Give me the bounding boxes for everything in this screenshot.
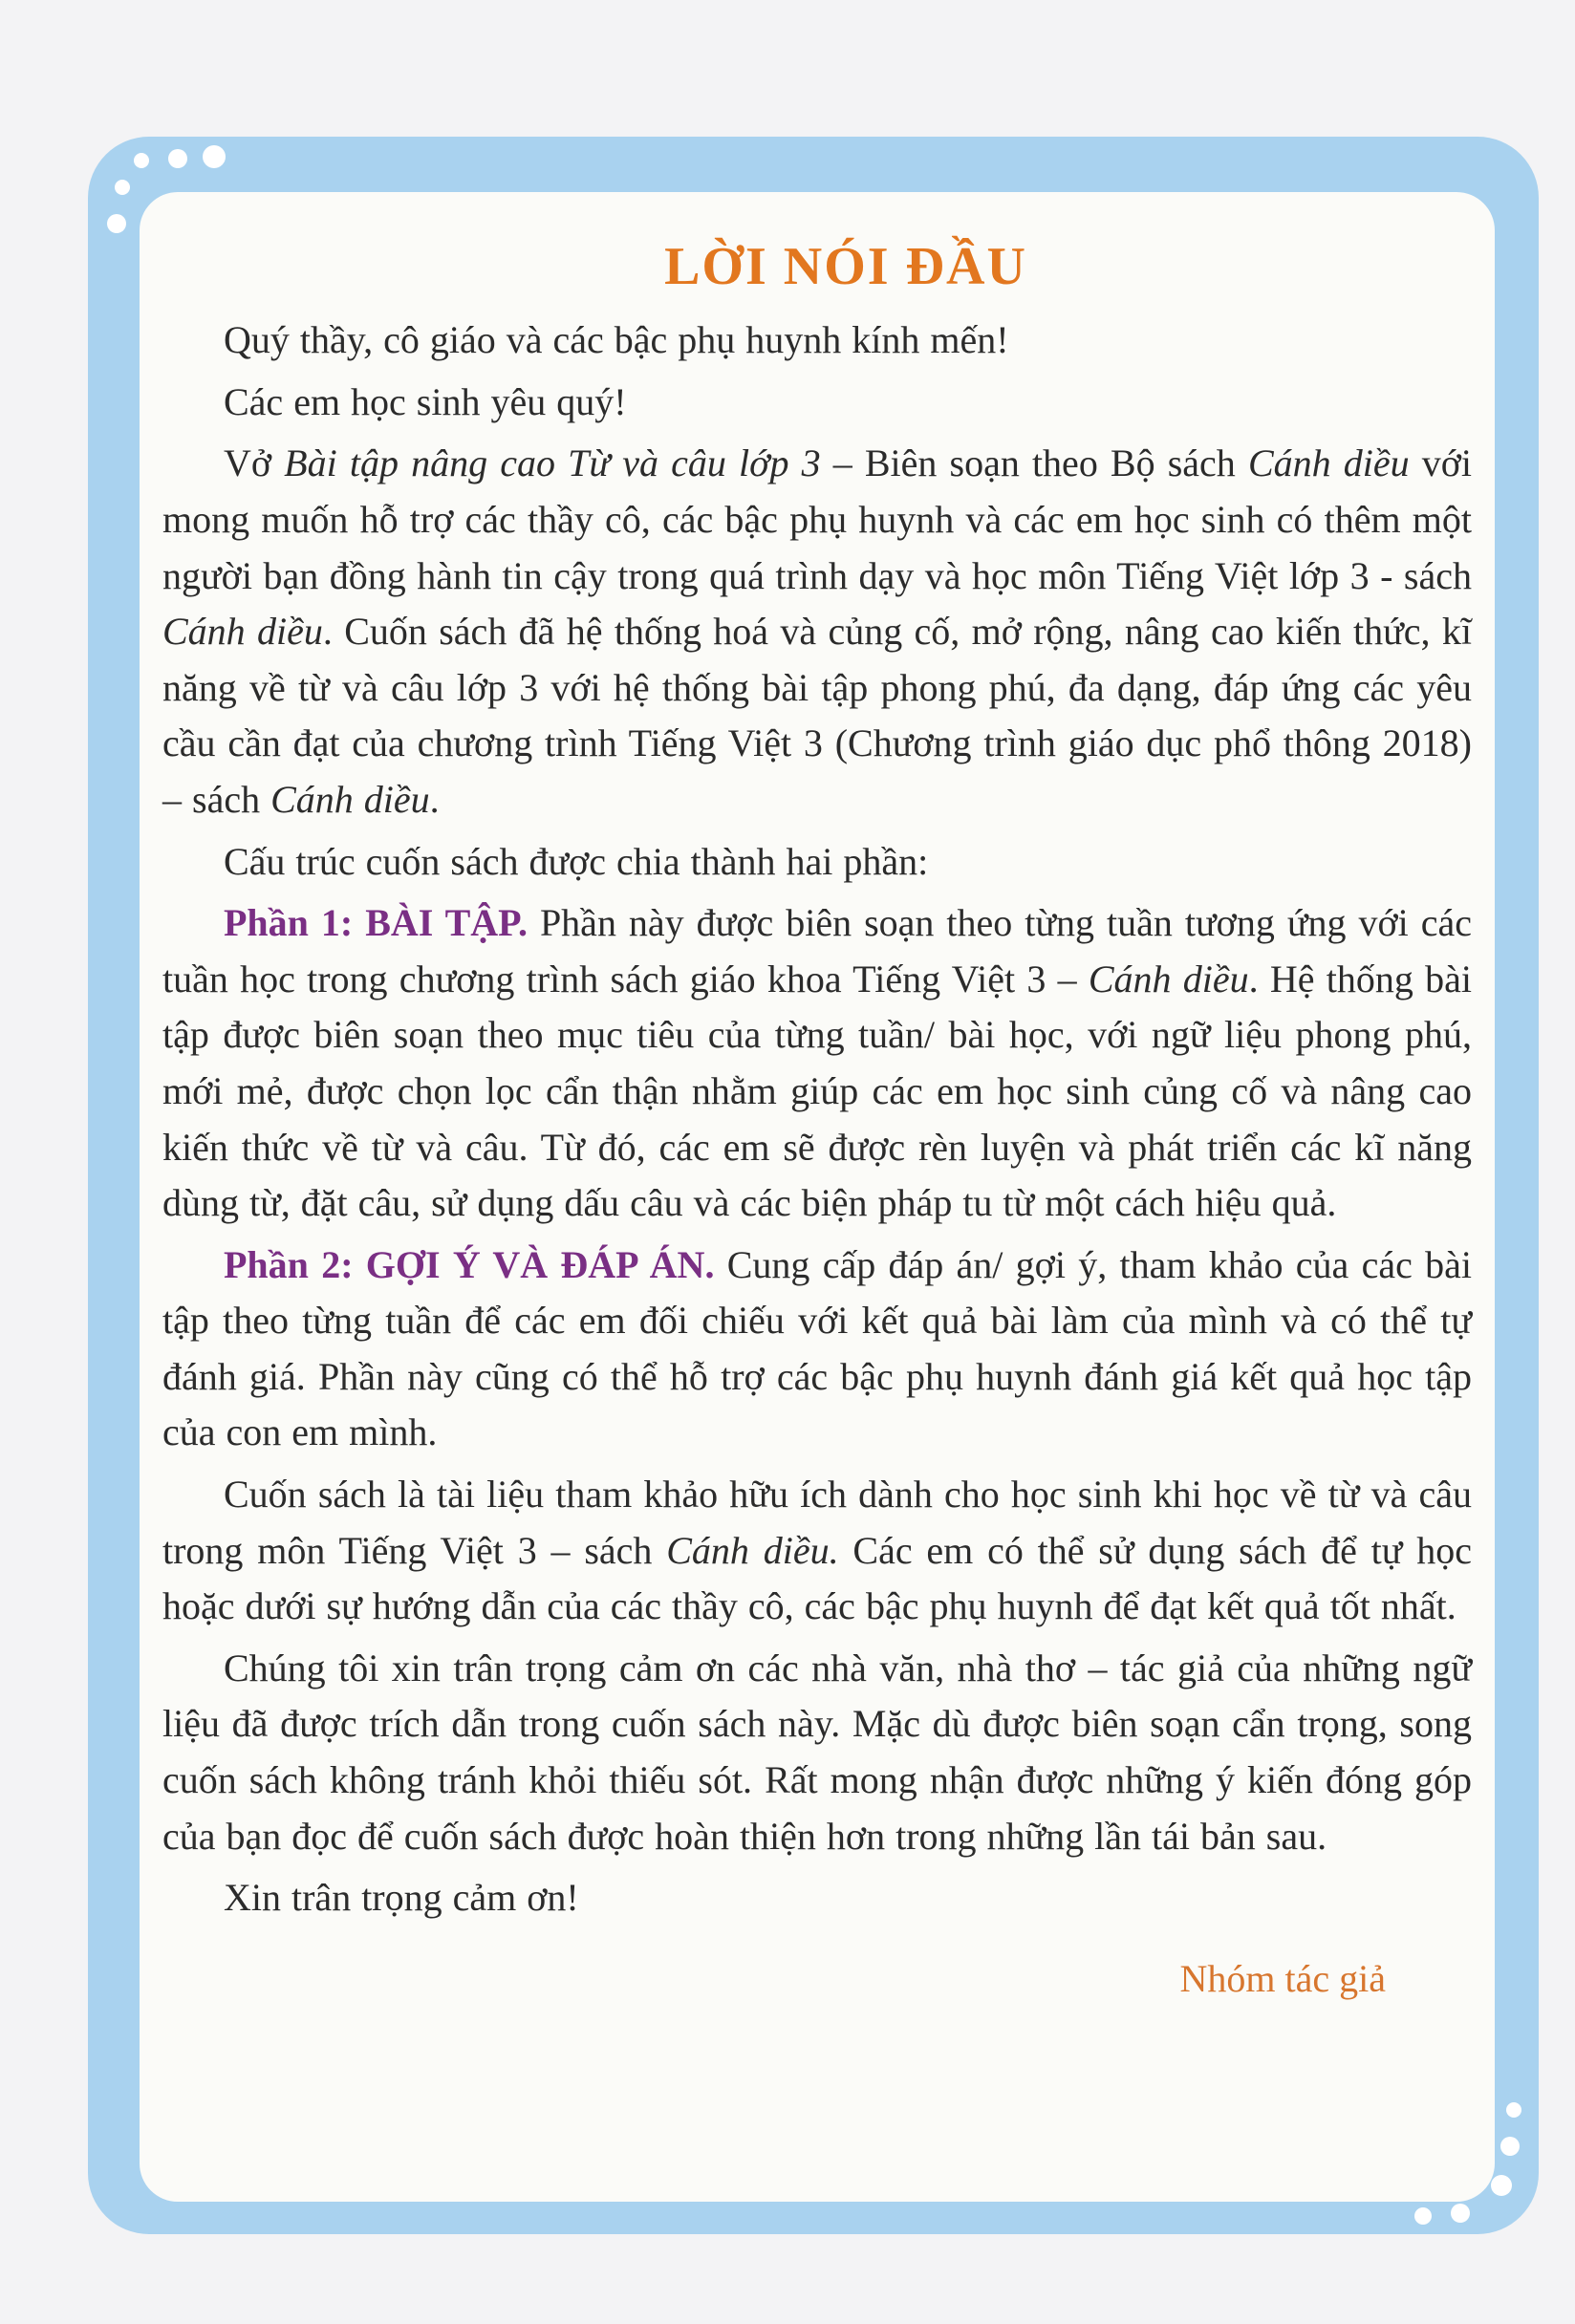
decor-dot-icon xyxy=(134,153,149,168)
greeting-students: Các em học sinh yêu quý! xyxy=(224,379,627,423)
page-title: LỜI NÓI ĐẦU xyxy=(664,237,1027,296)
closing-line: Xin trân trọng cảm ơn! xyxy=(224,1876,579,1920)
decor-dot-icon xyxy=(203,145,226,168)
decor-dot-icon xyxy=(107,214,126,233)
decor-dot-icon xyxy=(1451,2204,1470,2223)
part1-heading: Phần 1: BÀI TẬP. xyxy=(224,901,528,945)
decor-dot-icon xyxy=(1500,2137,1520,2156)
signature: Nhóm tác giả xyxy=(1179,1956,1386,2000)
book-title: Bài tập nâng cao Từ và câu lớp 3 xyxy=(284,441,821,485)
greeting-teachers: Quý thầy, cô giáo và các bậc phụ huynh kính mến! xyxy=(224,318,1009,362)
decor-dot-icon xyxy=(168,149,187,168)
part2-heading: Phần 2: GỢI Ý VÀ ĐÁP ÁN. xyxy=(224,1242,715,1286)
thanks-paragraph: Chúng tôi xin trân trọng cảm ơn các nhà văn, nhà thơ – tác giả của những ngữ liệu đã được trích dẫn trong cuốn sách này. Mặc dù được biên soạn cẩn trọng, song cuốn sách không tránh khỏi thiếu sót. Rất mong nhận được những ý kiến đóng góp của bạn đọc để cuốn sách được hoàn thiện hơn trong những lần tái bản sau. xyxy=(162,1646,1472,1858)
usage-paragraph: Cuốn sách là tài liệu tham khảo hữu ích dành cho học sinh khi học về từ và câu trong môn Tiếng Việt 3 – sách Cánh diều. Các em có thể sử dụng sách để tự học hoặc dưới sự hướng dẫn của các thầy cô, các bậc phụ huynh để đạt kết quả tốt nhất. xyxy=(162,1473,1472,1628)
decor-dot-icon xyxy=(1414,2207,1432,2225)
structure-intro: Cấu trúc cuốn sách được chia thành hai phần: xyxy=(224,839,929,883)
preface-content xyxy=(162,235,1472,2007)
decor-dot-icon xyxy=(1491,2175,1512,2196)
decor-dot-icon xyxy=(1506,2102,1521,2118)
part1-paragraph: Phần 1: BÀI TẬP. Phần này được biên soạn theo từng tuần tương ứng với các tuần học trong chương trình sách giáo khoa Tiếng Việt 3 – Cánh diều. Hệ thống bài tập được biên soạn theo mục tiêu của từng tuần/ bài học, với ngữ liệu phong phú, mới mẻ, được chọn lọc cẩn thận nhằm giúp các em học sinh củng cố và nâng cao kiến thức về từ và câu. Từ đó, các em sẽ được rèn luyện và phát triển các kĩ năng dùng từ, đặt câu, sử dụng dấu câu và các biện pháp tu từ một cách hiệu quả. xyxy=(162,901,1473,1225)
decor-dot-icon xyxy=(115,180,130,195)
part2-paragraph: Phần 2: GỢI Ý VÀ ĐÁP ÁN. Cung cấp đáp án/ gợi ý, tham khảo của các bài tập theo từng tuần để các em đối chiếu với kết quả bài làm của mình và có thể tự đánh giá. Phần này cũng có thể hỗ trợ các bậc phụ huynh đánh giá kết quả học tập của con em mình. xyxy=(162,1242,1473,1454)
intro-paragraph: Vở Bài tập nâng cao Từ và câu lớp 3 – Biên soạn theo Bộ sách Cánh diều với mong muốn hỗ trợ các thầy cô, các bậc phụ huynh và các em học sinh có thêm một người bạn đồng hành tin cậy trong quá trình dạy và học môn Tiếng Việt lớp 3 - sách Cánh diều. Cuốn sách đã hệ thống hoá và củng cố, mở rộng, nâng cao kiến thức, kĩ năng về từ và câu lớp 3 với hệ thống bài tập phong phú, đa dạng, đáp ứng các yêu cầu cần đạt của chương trình Tiếng Việt 3 (Chương trình giáo dục phổ thông 2018) – sách Cánh diều. xyxy=(162,441,1473,821)
